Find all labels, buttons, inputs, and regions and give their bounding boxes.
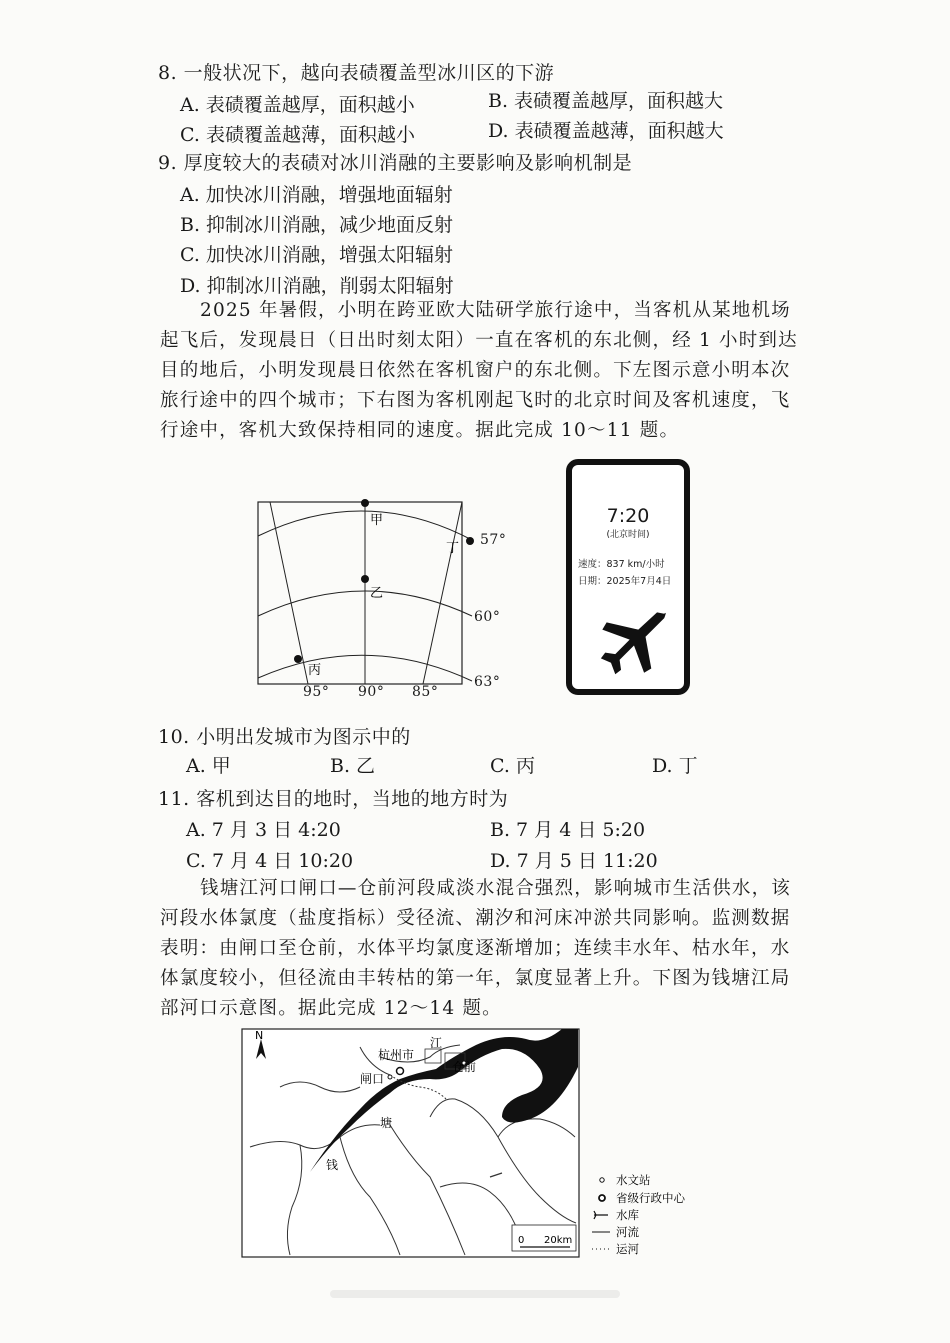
lat-label-63: 63°: [474, 674, 501, 690]
label-cangqian: 仓前: [452, 1060, 477, 1074]
label-zhakou: 闸口: [360, 1072, 385, 1086]
label-jiang: 江: [430, 1036, 443, 1050]
q9-option-c: C. 加快冰川消融，增强太阳辐射: [180, 244, 453, 266]
q10-stem: 10. 小明出发城市为图示中的: [158, 726, 411, 748]
city-yi-label: 乙: [370, 586, 384, 601]
city-bing-dot: [294, 655, 302, 663]
lat-label-57: 57°: [480, 532, 507, 548]
passage-qiantang: 钱塘江河口闸口—仓前河段咸淡水混合强烈，影响城市生活供水，该河段水体氯度（盐度指标）受径流、潮汐和河床冲淤共同影响。监测数据表明：由闸口至仓前，水体平均氯度逐渐增加；连续丰水年、枯水年，水体氯度较小，但径流由丰转枯的第一年，氯度显著上升。下图为钱塘江局部河口示意图。据此完成 12～14 题。: [160, 878, 792, 1019]
city-jia-dot: [361, 499, 369, 507]
legend-canal: 运河: [616, 1242, 639, 1256]
q9-option-d: D. 抑制冰川消融，削弱太阳辐射: [180, 275, 454, 297]
q10-option-a: A. 甲: [186, 755, 231, 777]
passage-flight: 2025 年暑假，小明在跨亚欧大陆研学旅行途中，当客机从某地机场起飞后，发现晨日（日出时刻太阳）一直在客机的东北侧，经 1 小时到达目的地后，小明发现晨日依然在客机窗户的东北侧。下左图示意小明本次旅行途中的四个城市；下右图为客机刚起飞时的北京时间及客机速度，飞行途中，客机大致保持相同的速度。据此完成 10～11 题。: [160, 300, 798, 441]
q9-option-b: B. 抑制冰川消融，减少地面反射: [180, 214, 454, 236]
qiantang-estuary-map: [240, 1027, 710, 1263]
q11-option-b: B. 7 月 4 日 5:20: [490, 819, 646, 841]
city-ding-label: 丁: [446, 541, 460, 556]
zhakou-station-marker: [388, 1075, 392, 1079]
label-tang: 塘: [380, 1116, 393, 1130]
q11-option-d: D. 7 月 5 日 11:20: [490, 850, 658, 872]
scale-20km: 20km: [544, 1235, 573, 1246]
flight-info-panel: [566, 459, 690, 695]
q8-option-b: B. 表碛覆盖越厚，面积越大: [488, 90, 724, 112]
lon-label-85: 85°: [412, 684, 439, 700]
hangzhou-center-marker: [397, 1068, 404, 1075]
meridian-85: [423, 502, 462, 684]
q10-option-b: B. 乙: [330, 755, 376, 777]
lat-label-60: 60°: [474, 609, 501, 625]
lon-label-90: 90°: [358, 684, 385, 700]
legend-station-symbol: [600, 1178, 604, 1182]
city-bing-label: 丙: [308, 663, 322, 678]
legend-station: 水文站: [616, 1173, 651, 1187]
q8-option-c: C. 表碛覆盖越薄，面积越小: [180, 124, 415, 146]
flight-date: 日期：2025年7月4日: [578, 576, 672, 587]
label-hangzhou: 杭州市: [378, 1048, 415, 1062]
legend-reservoir: 水库: [616, 1208, 639, 1222]
legend-capital: 省级行政中心: [616, 1191, 685, 1205]
city-ding-dot: [466, 537, 474, 545]
flight-timezone: (北京时间): [606, 530, 650, 540]
meridian-95: [270, 502, 308, 684]
city-yi-dot: [361, 575, 369, 583]
legend-river: 河流: [616, 1225, 639, 1239]
flight-time: 7:20: [606, 505, 650, 527]
city-jia-label: 甲: [370, 513, 384, 528]
city-graticule-map: [250, 496, 510, 696]
legend-capital-symbol: [599, 1195, 605, 1201]
q11-option-c: C. 7 月 4 日 10:20: [186, 850, 354, 872]
airplane-icon: [598, 608, 670, 680]
scale-zero: 0: [518, 1235, 525, 1246]
q10-option-c: C. 丙: [490, 755, 535, 777]
q8-option-d: D. 表碛覆盖越薄，面积越大: [488, 120, 724, 142]
q11-stem: 11. 客机到达目的地时，当地的地方时为: [158, 788, 509, 810]
q11-option-a: A. 7 月 3 日 4:20: [186, 819, 341, 841]
lon-label-95: 95°: [303, 684, 330, 700]
q8-option-a: A. 表碛覆盖越厚，面积越小: [180, 94, 415, 116]
flight-speed: 速度：837 km/小时: [578, 559, 665, 570]
q9-stem: 9. 厚度较大的表碛对冰川消融的主要影响及影响机制是: [158, 152, 633, 174]
north-label: N: [255, 1029, 264, 1042]
label-qian: 钱: [326, 1158, 339, 1172]
q9-option-a: A. 加快冰川消融，增强地面辐射: [180, 184, 453, 206]
q8-stem: 8. 一般状况下，越向表碛覆盖型冰川区的下游: [158, 62, 555, 84]
page-footer-blur: [330, 1290, 620, 1298]
q10-option-d: D. 丁: [652, 755, 698, 777]
legend-reservoir-symbol: [594, 1211, 608, 1219]
